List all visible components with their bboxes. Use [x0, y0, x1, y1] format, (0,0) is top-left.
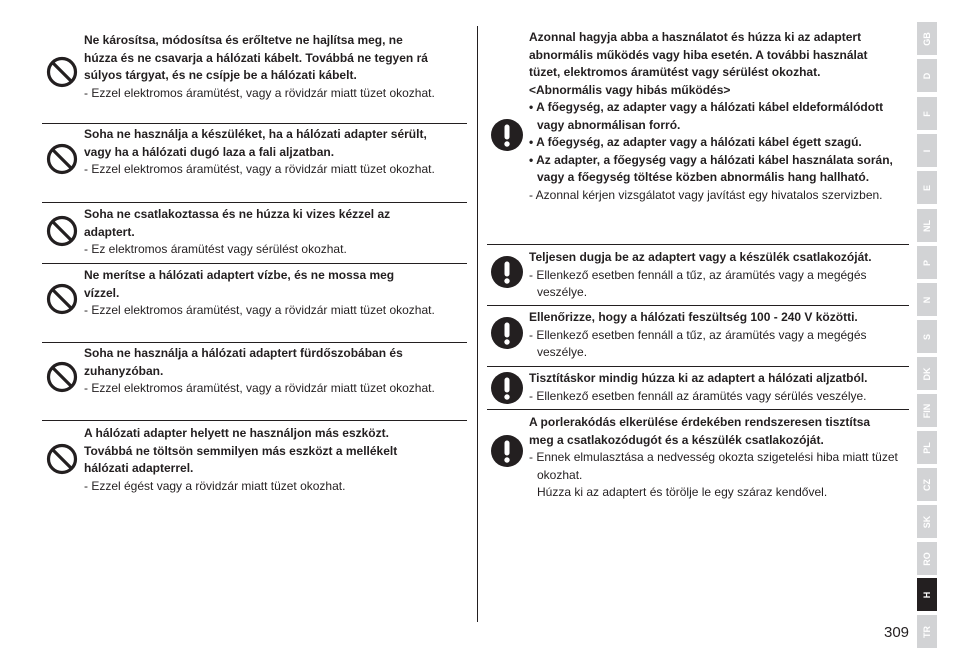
right-column [487, 26, 909, 509]
warning-heading: vagy ha a hálózati dugó laza a fali aljzatban. [84, 144, 335, 159]
page-number: 309 [884, 624, 910, 641]
warning-heading: Teljesen dugja be az adaptert vagy a készülék csatlakozóját. [529, 250, 872, 264]
lang-tab-cz[interactable]: CZ [917, 468, 937, 501]
warning-note: - Ellenkező esetben fennáll a tűz, az áramütés vagy a megégés veszélye. [529, 267, 867, 299]
exclamation-icon [491, 372, 523, 404]
warning-heading: Tisztításkor mindig húzza ki az adaptert a hálózati aljzatból. [529, 371, 868, 385]
warning-heading: zuhanyzóban. [84, 363, 164, 378]
exclamation-icon [491, 317, 523, 349]
warning-note: - Ezzel égést vagy a rövidzár miatt tüzet okozhat. [84, 478, 346, 493]
mandatory-block-4 [487, 366, 909, 409]
warning-heading: húzza és ne csavarja a hálózati kábelt. Továbbá ne tegyen rá [84, 50, 428, 65]
lang-tab-i[interactable]: I [917, 134, 937, 167]
exclamation-icon [491, 435, 523, 467]
warning-block-6 [42, 420, 467, 500]
warning-heading: tüzet, elektromos áramütést vagy sérülést okozhat. [529, 65, 821, 79]
lang-tab-e[interactable]: E [917, 171, 937, 204]
warning-block-4 [42, 263, 467, 342]
column-divider [477, 26, 478, 622]
lang-tab-nl[interactable]: NL [917, 209, 937, 242]
exclamation-icon [491, 256, 523, 288]
lang-tab-dk[interactable]: DK [917, 357, 937, 390]
abnormal-bullet: • A főegység, az adapter vagy a hálózati kábel égett szagú. [529, 135, 862, 149]
warning-heading: hálózati adapterrel. [84, 461, 194, 475]
warning-heading: Továbbá ne töltsön semmilyen más eszközt a mellékelt [84, 443, 398, 458]
warning-note: - Ezzel elektromos áramütést, vagy a rövidzár miatt tüzet okozhat. [84, 381, 435, 395]
warning-heading: A hálózati adapter helyett ne használjon más eszközt. [84, 426, 389, 440]
warning-extra-text: Húzza ki az adaptert és törölje le egy száraz kendővel. [537, 485, 828, 499]
lang-tab-s[interactable]: S [917, 320, 937, 353]
warning-note: - Ennek elmulasztása a nedvesség okozta szigetelési hiba miatt tüzet okozhat. [529, 450, 898, 482]
mandatory-block-3 [487, 305, 909, 366]
mandatory-block-1 [487, 26, 909, 244]
abnormal-bullet: • Az adapter, a főegység vagy a hálózati kábel használata során, vagy a főegység töltése közben abnormális hang hallható. [529, 152, 893, 184]
warning-heading: Soha ne csatlakoztassa és ne húzza ki vizes kézzel az [84, 207, 391, 221]
prohibition-icon [46, 56, 78, 88]
lang-tab-h-active[interactable]: H [917, 578, 937, 611]
warning-heading: Soha ne használja a készüléket, ha a hálózati adapter sérült, [84, 127, 427, 141]
left-column [42, 26, 467, 500]
warning-note: - Ezzel elektromos áramütést, vagy a rövidzár miatt tüzet okozhat. [84, 303, 435, 317]
lang-tab-sk[interactable]: SK [917, 505, 937, 538]
lang-tab-p[interactable]: P [917, 246, 937, 279]
warning-note: - Ezzel elektromos áramütést, vagy a rövidzár miatt tüzet okozhat. [84, 85, 435, 100]
warning-heading: súlyos tárgyat, és ne csípje be a hálózati kábelt. [84, 68, 357, 82]
prohibition-icon [46, 143, 78, 175]
warning-heading: abnormális működés vagy hiba esetén. A további használat [529, 47, 868, 62]
prohibition-icon [46, 443, 78, 475]
warning-note: - Ellenkező esetben fennáll az áramütés vagy sérülés veszélye. [529, 388, 867, 403]
warning-note: - Ellenkező esetben fennáll a tűz, az áramütés vagy a megégés veszélye. [529, 327, 867, 359]
prohibition-icon [46, 361, 78, 393]
warning-heading: adaptert. [84, 224, 135, 239]
warning-note: - Azonnal kérjen vizsgálatot vagy javítást egy hivatalos szervizben. [529, 187, 883, 202]
warning-note: - Ezzel elektromos áramütést, vagy a rövidzár miatt tüzet okozhat. [84, 162, 435, 176]
warning-note: - Ez elektromos áramütést vagy sérülést okozhat. [84, 242, 347, 256]
mandatory-block-5 [487, 409, 909, 509]
warning-block-5 [42, 342, 467, 420]
lang-tab-f[interactable]: F [917, 97, 937, 130]
lang-tab-pl[interactable]: PL [917, 431, 937, 464]
lang-tab-fin[interactable]: FIN [917, 394, 937, 427]
warning-heading: Ne károsítsa, módosítsa és erőltetve ne hajlítsa meg, ne [84, 33, 403, 47]
prohibition-icon [46, 283, 78, 315]
lang-tab-tr[interactable]: TR [917, 615, 937, 648]
mandatory-block-2 [487, 244, 909, 305]
warning-heading: Soha ne használja a hálózati adaptert fürdőszobában és [84, 346, 403, 360]
lang-tab-gb[interactable]: GB [917, 22, 937, 55]
exclamation-icon [491, 119, 523, 151]
lang-tab-ro[interactable]: RO [917, 542, 937, 575]
warning-heading: Azonnal hagyja abba a használatot és húzza ki az adaptert [529, 30, 862, 44]
warning-block-1 [42, 26, 467, 123]
abnormal-bullet: • A főegység, az adapter vagy a hálózati kábel eldeformálódott vagy abnormálisan forró. [529, 100, 884, 132]
warning-heading: meg a csatlakozódugót és a készülék csatlakozóját. [529, 432, 824, 447]
lang-tab-n[interactable]: N [917, 283, 937, 316]
warning-heading: A porlerakódás elkerülése érdekében rendszeresen tisztítsa [529, 415, 871, 429]
lang-tab-d[interactable]: D [917, 59, 937, 92]
warning-heading: Ne merítse a hálózati adaptert vízbe, és ne mossa meg [84, 268, 395, 282]
prohibition-icon [46, 215, 78, 247]
warning-heading: vízzel. [84, 285, 120, 300]
abnormal-operation-title: <Abnormális vagy hibás működés> [529, 82, 731, 97]
warning-block-3 [42, 202, 467, 263]
warning-heading: Ellenőrizze, hogy a hálózati feszültség 100 - 240 V közötti. [529, 310, 858, 324]
warning-block-2 [42, 123, 467, 202]
